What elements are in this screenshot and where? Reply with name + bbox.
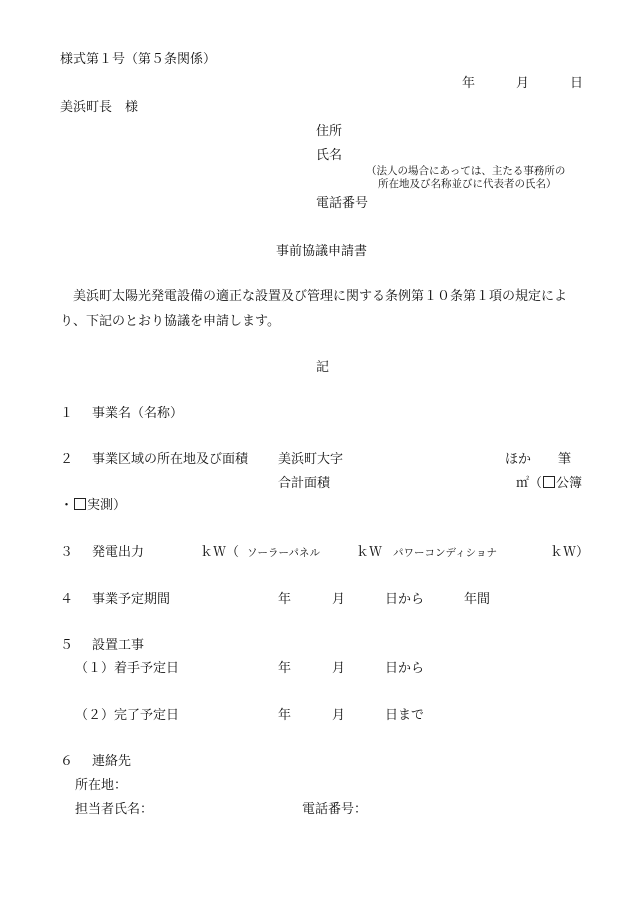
item-6-label: 連絡先 xyxy=(92,754,132,769)
item-5-2-day: 日まで xyxy=(385,708,425,723)
ki-heading: 記 xyxy=(316,360,330,375)
item-4-month: 月 xyxy=(332,592,346,607)
item-3-kw-3: ｋＷ） xyxy=(550,545,590,560)
item-2-location-prefix: 美浜町大字 xyxy=(278,452,344,467)
date-day: 日 xyxy=(570,76,584,91)
body-text: 美浜町太陽光発電設備の適正な設置及び管理に関する条例第１０条第１項の規定により、下記のとおり協議を申請します。 xyxy=(60,289,568,329)
item-3-label: 発電出力 xyxy=(92,545,145,560)
item-5-2-label: （２）完了予定日 xyxy=(75,708,180,723)
item-6-address-label: 所在地： xyxy=(75,778,128,793)
item-1-label: 事業名（名称） xyxy=(92,406,184,421)
item-5-1-month: 月 xyxy=(332,661,346,676)
item-1-number: １ xyxy=(60,406,74,421)
applicant-name-label: 氏名 xyxy=(316,148,343,163)
item-2-area-unit: ㎡（ 公簿 xyxy=(516,476,583,491)
item-6-person-label: 担当者氏名： xyxy=(75,802,154,817)
item-2-area-label: 合計面積 xyxy=(278,476,331,491)
item-5-1-label: （１）着手予定日 xyxy=(75,661,180,676)
item-5-number: ５ xyxy=(60,638,74,653)
item-3-panel: ソーラーパネル xyxy=(247,547,320,559)
item-2-jissoku: ・ 実測） xyxy=(60,498,127,513)
item-2-hitsu: 筆 xyxy=(558,452,572,467)
item-2-hoka: ほか xyxy=(505,452,532,467)
item-5-label: 設置工事 xyxy=(92,638,145,653)
applicant-phone-label: 電話番号 xyxy=(316,196,369,211)
item-3-pcs: パワーコンディショナ xyxy=(393,547,497,559)
item-4-year: 年 xyxy=(278,592,292,607)
applicant-name-note-1: （法人の場合にあっては、主たる事務所の xyxy=(366,165,566,177)
item-5-2-month: 月 xyxy=(332,708,346,723)
document-title: 事前協議申請書 xyxy=(276,244,368,259)
item-5-1-year: 年 xyxy=(278,661,292,676)
item-4-label: 事業予定期間 xyxy=(92,592,171,607)
date-month: 月 xyxy=(516,76,530,91)
koubo-checkbox[interactable] xyxy=(543,476,555,488)
addressee: 美浜町長 様 xyxy=(60,100,139,115)
item-6-phone-label: 電話番号： xyxy=(302,802,368,817)
item-3-kw-2: ｋＷ xyxy=(356,545,383,560)
item-5-2-year: 年 xyxy=(278,708,292,723)
item-2-label: 事業区域の所在地及び面積 xyxy=(92,452,249,467)
jissoku-checkbox[interactable] xyxy=(74,498,86,510)
item-4-number: ４ xyxy=(60,592,74,607)
item-4-years: 年間 xyxy=(464,592,491,607)
item-2-number: ２ xyxy=(60,452,74,467)
applicant-name-note-2: 所在地及び名称並びに代表者の氏名） xyxy=(378,178,557,190)
date-year: 年 xyxy=(462,76,476,91)
item-5-1-day: 日から xyxy=(385,661,425,676)
item-3-kw-1: ｋＷ（ xyxy=(200,545,240,560)
item-3-number: ３ xyxy=(60,545,74,560)
applicant-address-label: 住所 xyxy=(316,124,343,139)
item-4-from: 日から xyxy=(385,592,425,607)
form-number: 様式第１号（第５条関係） xyxy=(60,52,217,67)
item-6-number: ６ xyxy=(60,754,74,769)
